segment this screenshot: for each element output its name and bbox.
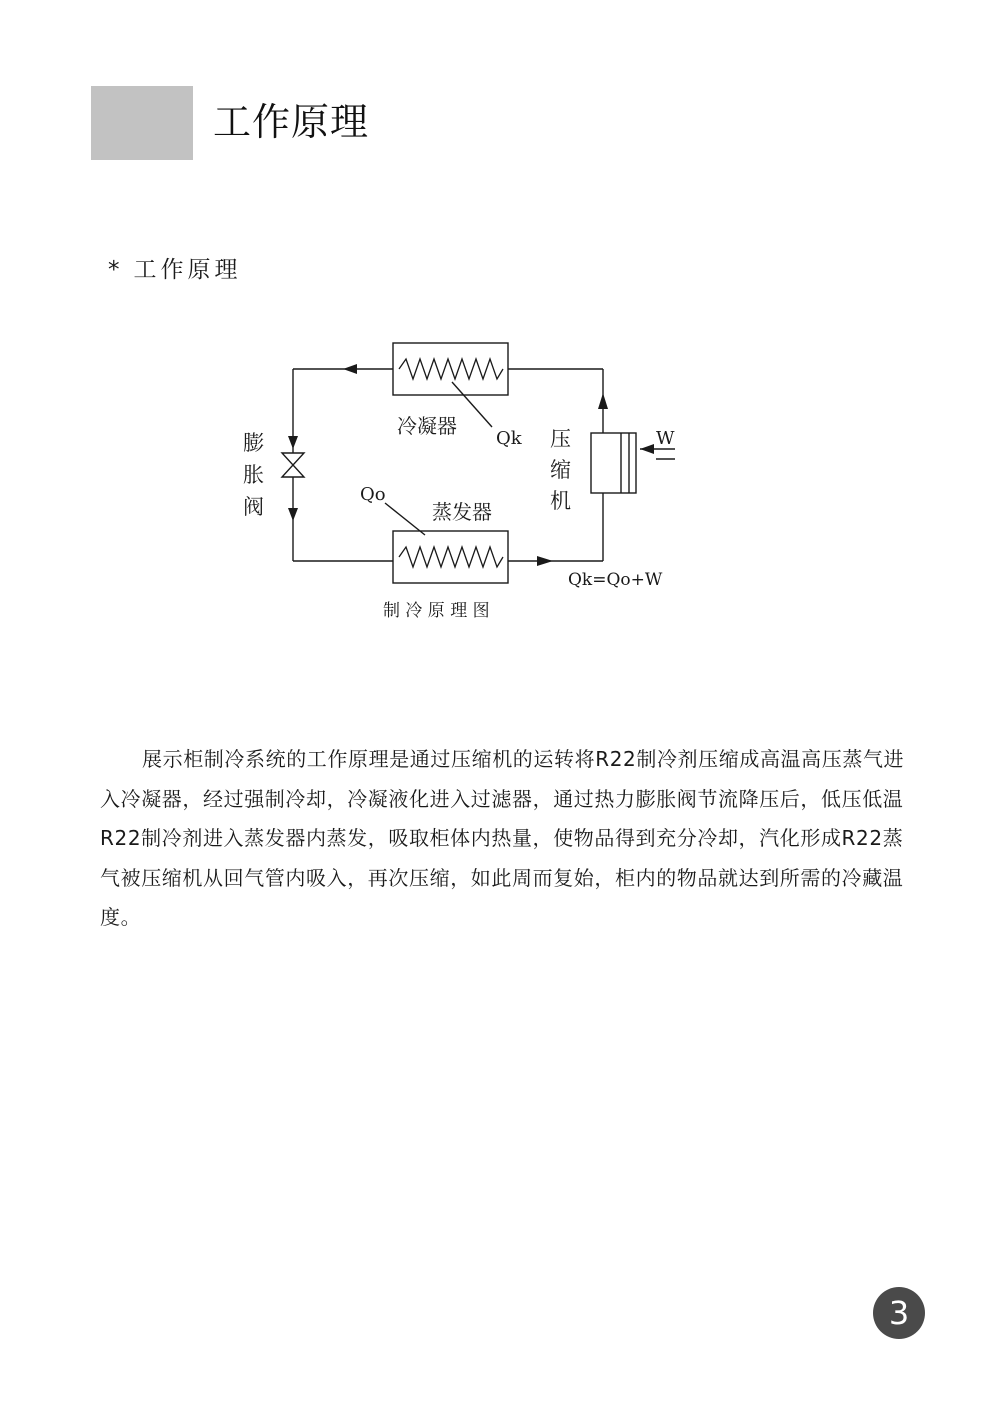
flow-arrow-left-up	[288, 436, 298, 449]
refrigeration-diagram	[220, 325, 700, 635]
qk-leader	[452, 382, 492, 427]
expansion-valve-label-2: 胀	[243, 463, 264, 487]
qk-label: Qk	[496, 428, 522, 449]
evaporator-label: 蒸发器	[432, 500, 492, 524]
page-number-badge: 3	[873, 1287, 925, 1339]
work-input-arrow	[640, 444, 654, 454]
qo-leader	[385, 503, 425, 535]
section-heading-text: 工作原理	[133, 257, 242, 283]
expansion-valve-label-1: 膨	[243, 431, 264, 455]
section-heading	[108, 252, 242, 288]
energy-equation: Qk=Qo+W	[568, 570, 663, 590]
compressor-label-3: 机	[550, 489, 571, 513]
section-marker: *	[108, 257, 124, 283]
page-title: 工作原理	[213, 100, 370, 144]
w-label: W	[656, 428, 675, 449]
compressor-label-1: 压	[550, 427, 571, 451]
flow-arrow-left-down	[288, 508, 298, 521]
diagram-caption: 制 冷 原 理 图	[383, 601, 490, 621]
flow-arrow-right	[598, 393, 608, 409]
flow-arrow-bottom	[537, 556, 553, 566]
evaporator-coil-icon	[399, 547, 503, 567]
condenser-box	[393, 343, 508, 395]
condenser-coil-icon	[399, 359, 503, 379]
expansion-valve-label-3: 阀	[243, 495, 264, 519]
compressor-label-2: 缩	[550, 458, 571, 482]
header-block	[91, 86, 193, 160]
qo-label: Qo	[360, 484, 386, 505]
condenser-label: 冷凝器	[397, 414, 457, 438]
body-paragraph: 展示柜制冷系统的工作原理是通过压缩机的运转将R22制冷剂压缩成高温高压蒸气进入冷凝器，经过强制冷却，冷凝液化进入过滤器，通过热力膨胀阀节流降压后，低压低温R22制冷剂进入蒸发器内蒸发，吸取柜体内热量，使物品得到充分冷却，汽化形成R22蒸气被压缩机从回气管内吸入，再次压缩，如此周而复始，柜内的物品就达到所需的冷藏温度。	[100, 747, 905, 929]
expansion-valve-icon	[282, 453, 304, 477]
flow-arrow-top	[343, 364, 357, 374]
evaporator-box	[393, 531, 508, 583]
